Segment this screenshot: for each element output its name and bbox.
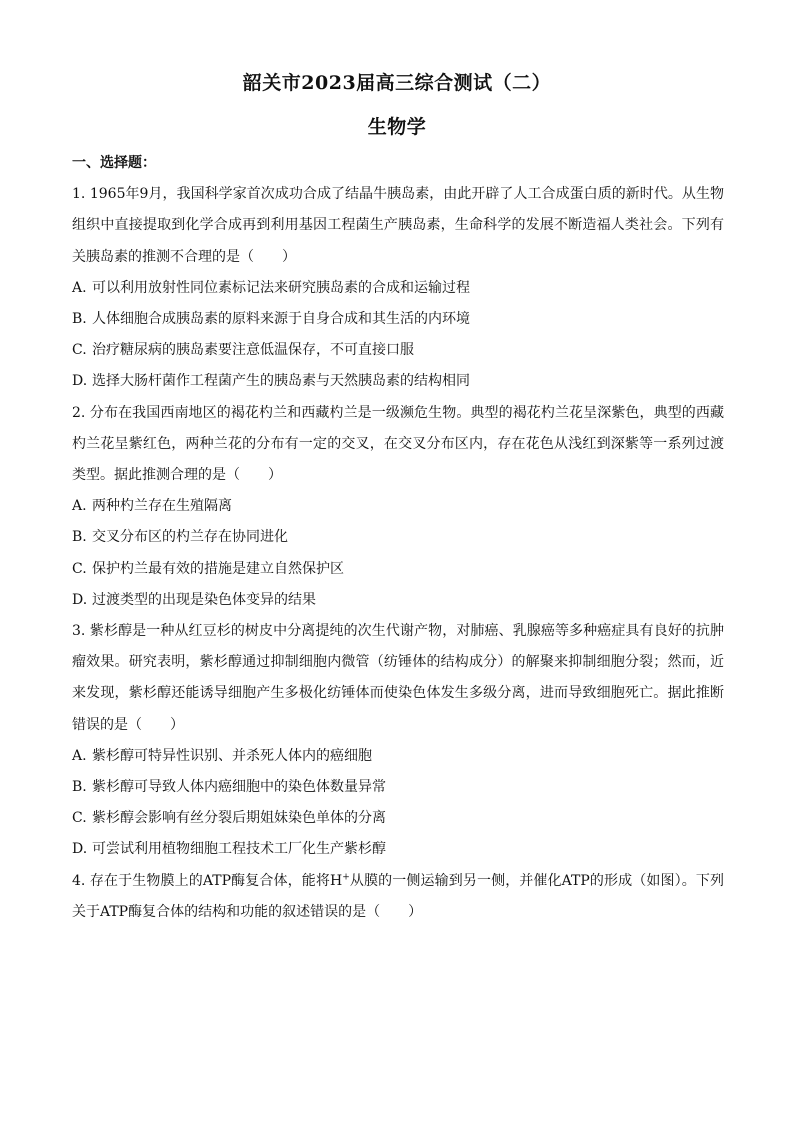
question-1-stem: 1. 1965年9月，我国科学家首次成功合成了结晶牛胰岛素，由此开辟了人工合成蛋白质的新时代。从生物组织中直接提取到化学合成再到利用基因工程菌生产胰岛素，生命科学的发展不断造福人类社会。下列有关胰岛素的推测不合理的是（ ） [72, 186, 724, 265]
option-text: 紫杉醇可特异性识别、并杀死人体内的癌细胞 [92, 747, 372, 764]
question-3-option-a [72, 741, 724, 772]
question-1-option-d [72, 366, 724, 397]
option-letter: D. [72, 373, 88, 390]
question-3-option-c [72, 803, 724, 834]
question-4-stem [72, 866, 724, 928]
option-letter: B. [72, 779, 87, 796]
option-text: 过渡类型的出现是染色体变异的结果 [92, 591, 316, 608]
option-letter: A. [72, 747, 87, 764]
question-2-stem: 2. 分布在我国西南地区的褐花杓兰和西藏杓兰是一级濒危生物。典型的褐花杓兰花呈深紫色，典型的西藏杓兰花呈紫红色，两种兰花的分布有一定的交叉，在交叉分布区内，存在花色从浅红到深紫等一系列过渡类型。据此推测合理的是（ ） [72, 404, 724, 484]
option-text: 两种杓兰存在生殖隔离 [92, 498, 232, 515]
option-text: 人体细胞合成胰岛素的原料来源于自身合成和其生活的内环境 [92, 311, 470, 328]
question-4-stem-part2: 从膜的一侧运输到另一侧，并催化ATP的形成（如图）。下列关于ATP酶复合体的结构和功能的叙述错误的是（ ） [72, 872, 724, 920]
subject-title: 生物学 [367, 116, 427, 138]
option-letter: C. [72, 810, 87, 827]
question-2-option-c [72, 554, 724, 585]
question-1-option-a [72, 273, 724, 304]
option-letter: B. [72, 311, 87, 328]
option-letter: C. [72, 342, 87, 359]
option-text: 治疗糖尿病的胰岛素要注意低温保存，不可直接口服 [92, 342, 414, 359]
option-letter: C. [72, 560, 87, 577]
section-heading: 一、选择题： [72, 155, 156, 171]
option-letter: A. [72, 498, 87, 515]
question-1-option-c [72, 335, 724, 366]
option-letter: A. [72, 279, 87, 296]
option-text: 可尝试利用植物细胞工程技术工厂化生产紫杉醇 [92, 841, 386, 858]
exam-content [72, 148, 724, 928]
question-3-option-d [72, 834, 724, 865]
option-text: 紫杉醇会影响有丝分裂后期姐妹染色单体的分离 [92, 810, 386, 827]
option-letter: D. [72, 841, 88, 858]
question-2-option-a [72, 491, 724, 522]
option-letter: B. [72, 529, 87, 546]
question-3-option-b [72, 772, 724, 803]
option-text: 可以利用放射性同位素标记法来研究胰岛素的合成和运输过程 [92, 279, 470, 296]
question-2-option-d [72, 585, 724, 616]
option-text: 紫杉醇可导致人体内癌细胞中的染色体数量异常 [92, 779, 386, 796]
hydrogen-ion-charge: + [342, 872, 350, 883]
exam-title: 韶关市2023届高三综合测试（二） [242, 72, 552, 94]
option-letter: D. [72, 591, 88, 608]
question-3-stem: 3. 紫杉醇是一种从红豆杉的树皮中分离提纯的次生代谢产物，对肺癌、乳腺癌等多种癌症具有良好的抗肿瘤效果。研究表明，紫杉醇通过抑制细胞内微管（纺锤体的结构成分）的解聚来抑制细胞分裂；然而，近来发现，紫杉醇还能诱导细胞产生多极化纺锤体而使染色体发生多级分离，进而导致细胞死亡。据此推断错误的是（ ） [72, 623, 724, 733]
option-text: 保护杓兰最有效的措施是建立自然保护区 [92, 560, 344, 577]
question-1-option-b [72, 304, 724, 335]
question-2-option-b [72, 522, 724, 553]
option-text: 选择大肠杆菌作工程菌产生的胰岛素与天然胰岛素的结构相同 [92, 373, 470, 390]
option-text: 交叉分布区的杓兰存在协同进化 [92, 529, 288, 546]
question-4-stem-part1: 4. 存在于生物膜上的ATP酶复合体，能将H [72, 872, 343, 889]
